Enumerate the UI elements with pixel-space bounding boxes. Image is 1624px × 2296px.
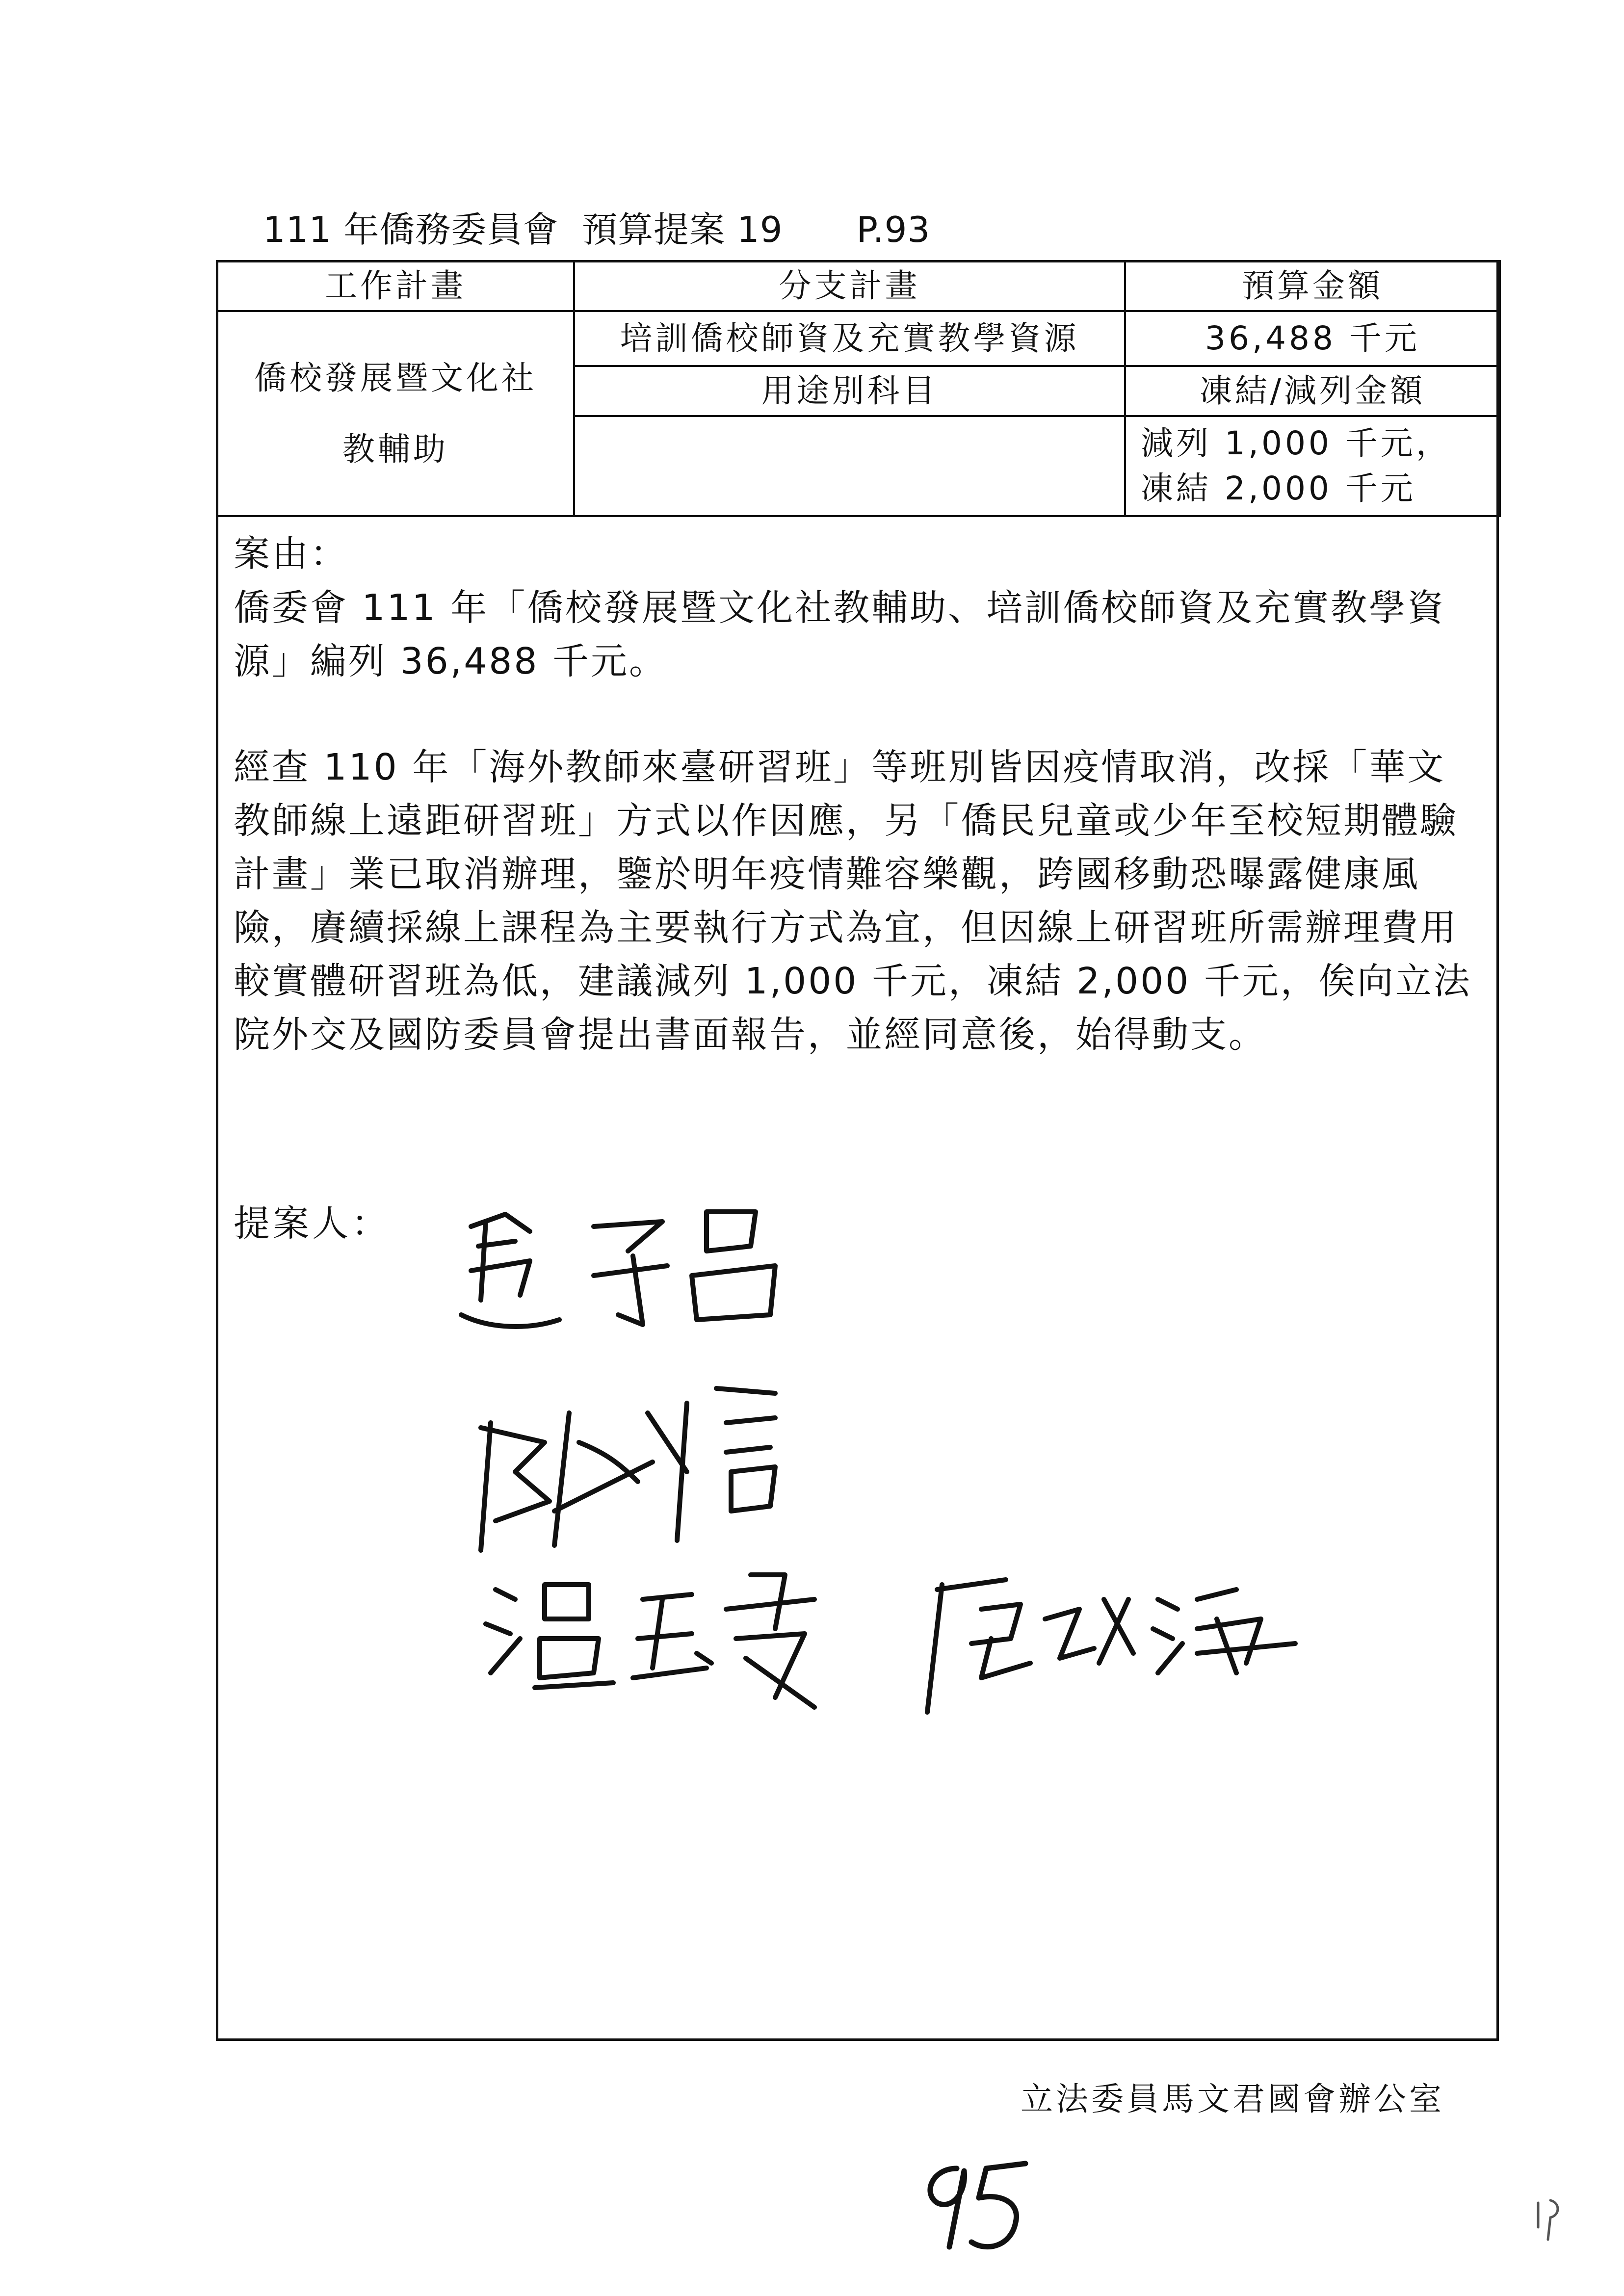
col-header-budget-amount: 預算金額 — [1125, 261, 1500, 311]
col-header-work-plan: 工作計畫 — [217, 261, 574, 311]
reason-paragraph-1: 僑委會 111 年「僑校發展暨文化社教輔助、培訓僑校師資及充實教學資源」編列 36,488 千元。 — [234, 587, 1446, 682]
handwritten-page-number — [903, 2149, 1045, 2262]
signature-4 — [927, 1580, 1295, 1712]
handwritten-signatures — [432, 1168, 1364, 1732]
signature-2 — [481, 1388, 775, 1550]
table-row — [217, 311, 1500, 366]
freeze-cut-amount-cell — [1125, 416, 1500, 516]
freeze-amount-line: 凍結 2,000 千元 — [1141, 470, 1416, 507]
reason-label: 案由： — [234, 533, 348, 575]
reason-paragraph-2: 經查 110 年「海外教師來臺研習班」等班別皆因疫情取消，改採「華文教師線上遠距研習班」方式以作因應，另「僑民兒童或少年至校短期體驗計畫」業已取消辦理，鑒於明年疫情難容樂觀，跨國移動恐曝露健康風險，賡續採線上課程為主要執行方式為宜，但因線上研習班所需辦理費用較實體研習班為低，建議減列 1,000 千元，凍結 2,000 千元，俟向立法院外交及國防委員會提出書面報告，並經同意後，始得動支。 — [234, 746, 1472, 1056]
cut-amount-line: 減列 1,000 千元， — [1141, 424, 1451, 462]
signature-3 — [486, 1575, 814, 1707]
subject-value-cell — [574, 416, 1125, 516]
freeze-header-cell: 凍結/減列金額 — [1125, 366, 1500, 416]
work-plan-cell: 僑校發展暨文化社教輔助 — [217, 311, 574, 516]
proposal-title: 111 年僑務委員會 預算提案 19 — [263, 209, 783, 250]
budget-table — [216, 260, 1501, 517]
table-header-row — [217, 261, 1500, 311]
page-reference: P.93 — [856, 209, 931, 250]
document-header — [263, 201, 930, 252]
budget-amount-cell: 36,488 千元 — [1125, 311, 1500, 366]
subject-header-cell: 用途別科目 — [574, 366, 1125, 416]
branch-plan-cell: 培訓僑校師資及充實教學資源 — [574, 311, 1125, 366]
proposer-label: 提案人： — [234, 1202, 391, 1245]
signature-1 — [461, 1212, 775, 1327]
corner-mark — [1531, 2193, 1565, 2247]
office-footer: 立法委員馬文君國會辦公室 — [1021, 2080, 1444, 2118]
col-header-branch-plan: 分支計畫 — [574, 261, 1125, 311]
